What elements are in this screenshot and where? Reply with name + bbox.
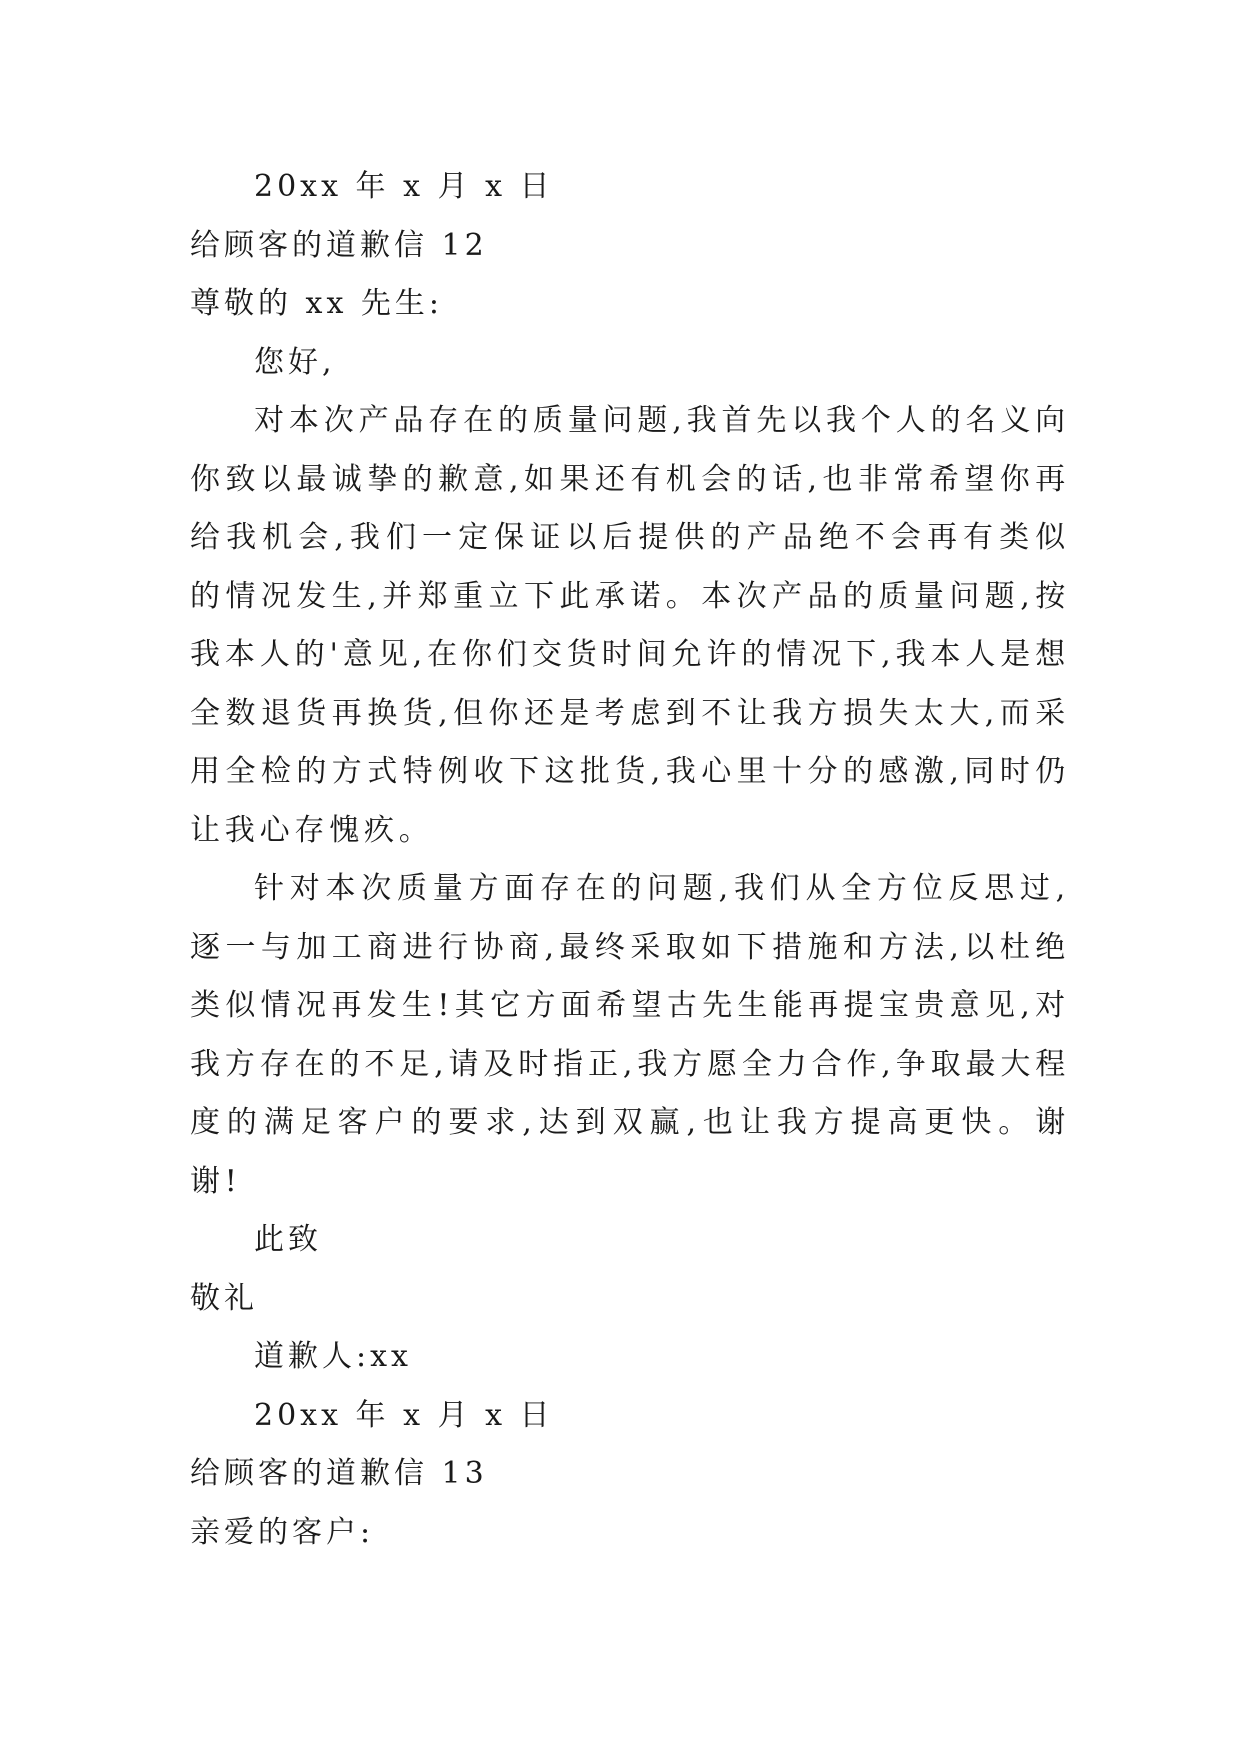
date-line: 20xx 年 x 月 x 日 xyxy=(254,169,554,204)
letter-heading: 给顾客的道歉信 13 xyxy=(190,1456,488,1491)
signature: 道歉人:xx xyxy=(254,1339,412,1374)
letter-heading: 给顾客的道歉信 12 xyxy=(190,227,488,263)
salutation: 亲爱的客户: xyxy=(190,1514,375,1550)
closing-regards: 敬礼 xyxy=(190,1280,258,1316)
date-line: 20xx 年 x 月 x 日 xyxy=(254,1397,554,1433)
document-page xyxy=(190,158,1070,1562)
salutation: 尊敬的 xx 先生: xyxy=(190,286,444,321)
greeting: 您好, xyxy=(254,344,336,380)
body-paragraph: 对本次产品存在的质量问题,我首先以我个人的名义向你致以最诚挚的歉意,如果还有机会的话,也非常希望你再给我机会,我们一定保证以后提供的产品绝不会再有类似的情况发生,并郑重立下此承诺。本次产品的质量问题,按我本人的'意见,在你们交货时间允许的情况下,我本人是想全数退货再换货,但你还是考虑到不让我方损失太大,而采用全检的方式特例收下这批货,我心里十分的感激,同时仍让我心存愧疚。 xyxy=(190,403,1070,848)
closing-line: 此致 xyxy=(254,1222,322,1257)
body-paragraph: 针对本次质量方面存在的问题,我们从全方位反思过,逐一与加工商进行协商,最终采取如下措施和方法,以杜绝类似情况再发生!其它方面希望古先生能再提宝贵意见,对我方存在的不足,请及时指正,我方愿全力合作,争取最大程度的满足客户的要求,达到双赢,也让我方提高更快。谢谢! xyxy=(190,871,1070,1199)
